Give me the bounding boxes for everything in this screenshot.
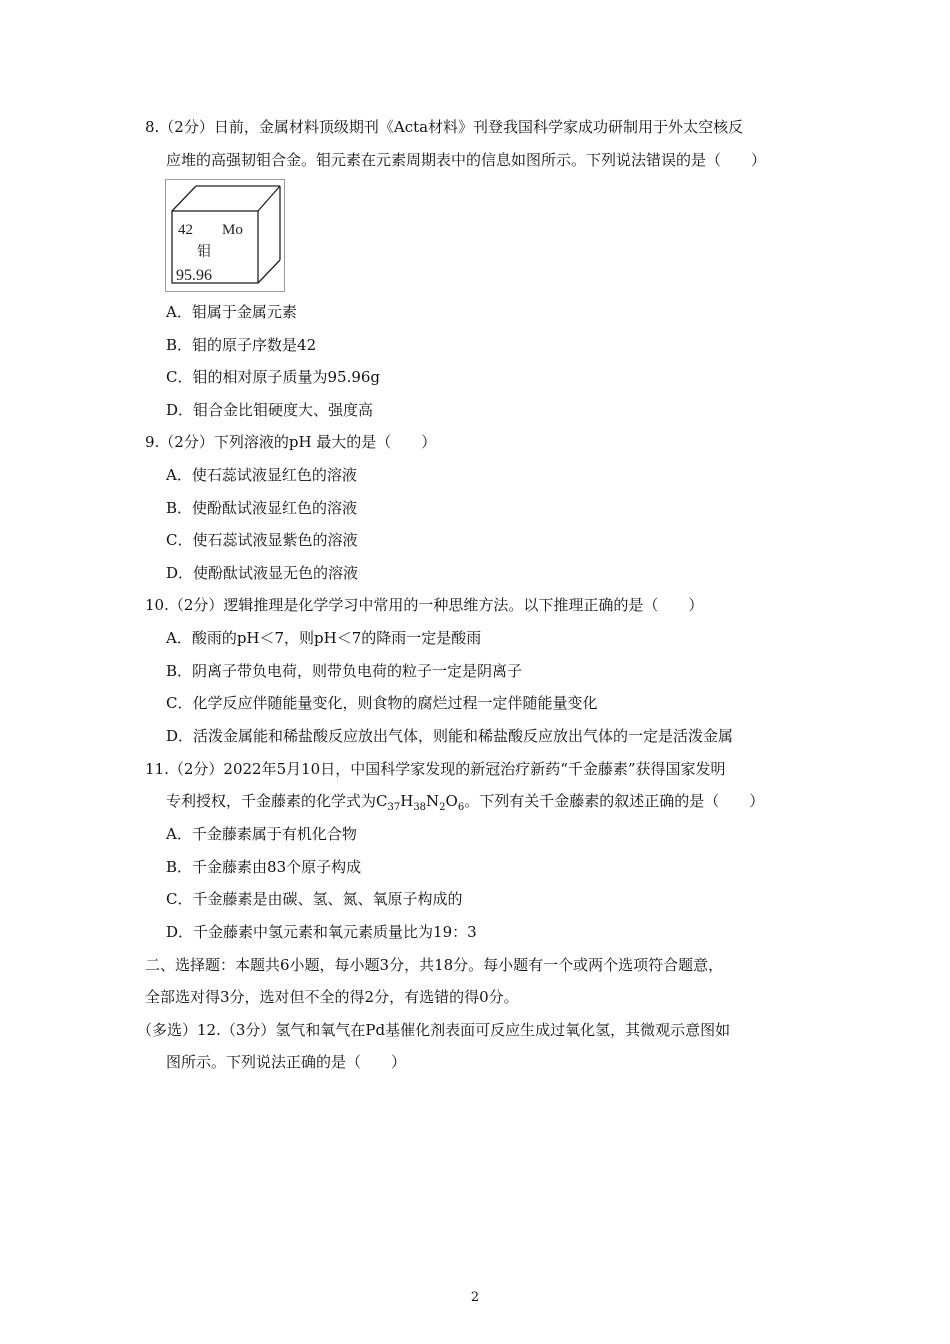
element-atomic-number: 42 <box>178 222 193 238</box>
page-number: 2 <box>470 1290 480 1305</box>
q10-option-c: C．化学反应伴随能量变化，则食物的腐烂过程一定伴随能量变化 <box>166 694 598 712</box>
q10-option-a: A．酸雨的pH＜7，则pH＜7的降雨一定是酸雨 <box>166 629 482 647</box>
q12-stem-line1: （多选）12.（3分）氢气和氧气在Pd基催化剂表面可反应生成过氧化氢，其微观示意图如 <box>137 1021 731 1039</box>
q11-stem-line2 <box>166 791 764 814</box>
formula-h: H <box>400 792 414 810</box>
element-cube-figure <box>166 180 284 291</box>
q8-option-c: C．钼的相对原子质量为95.96g <box>166 368 381 386</box>
formula-sub-h: 38 <box>413 802 427 813</box>
q9-option-c: C．使石蕊试液显紫色的溶液 <box>166 531 358 549</box>
formula-o: O <box>445 792 458 810</box>
element-symbol: Mo <box>222 222 243 238</box>
q9-option-a: A．使石蕊试液显红色的溶液 <box>166 466 357 484</box>
element-atomic-mass: 95.96 <box>176 267 212 284</box>
q8-option-d: D．钼合金比钼硬度大、强度高 <box>166 401 374 419</box>
q9-stem: 9.（2分）下列溶液的pH 最大的是（ ） <box>145 433 437 451</box>
q10-option-b: B．阴离子带负电荷，则带负电荷的粒子一定是阴离子 <box>166 662 523 680</box>
section-2-heading-line2: 全部选对得3分，选对但不全的得2分，有选错的得0分。 <box>145 988 519 1006</box>
q8-stem-line1: 8.（2分）日前，金属材料顶级期刊《Acta材料》刊登我国科学家成功研制用于外太空核反 <box>145 118 744 136</box>
formula-sub-c: 37 <box>387 802 401 813</box>
q9-option-d: D．使酚酞试液显无色的溶液 <box>166 564 359 582</box>
q11-text-pre: 专利授权，千金藤素的化学式为C <box>166 792 388 810</box>
q11-option-d: D．千金藤素中氢元素和氧元素质量比为19：3 <box>166 923 477 941</box>
q10-stem: 10.（2分）逻辑推理是化学学习中常用的一种思维方法。以下推理正确的是（ ） <box>145 596 704 614</box>
q8-option-b: B．钼的原子序数是42 <box>166 336 317 354</box>
section-2-heading-line1: 二、选择题：本题共6小题，每小题3分，共18分。每小题有一个或两个选项符合题意， <box>145 956 724 974</box>
q9-option-b: B．使酚酞试液显红色的溶液 <box>166 499 358 517</box>
q11-option-a: A．千金藤素属于有机化合物 <box>166 825 357 843</box>
formula-sub-n: 2 <box>439 802 446 813</box>
q12-stem-line2: 图所示。下列说法正确的是（ ） <box>166 1053 407 1071</box>
q11-option-c: C．千金藤素是由碳、氢、氮、氧原子构成的 <box>166 890 463 908</box>
q11-stem-line1: 11.（2分）2022年5月10日，中国科学家发现的新冠治疗新药“千金藤素”获得国家发明 <box>145 760 726 778</box>
q11-text-post: 。下列有关千金藤素的叙述正确的是（ ） <box>464 792 765 810</box>
q11-option-b: B．千金藤素由83个原子构成 <box>166 858 362 876</box>
element-name: 钼 <box>197 244 211 260</box>
q10-option-d: D．活泼金属能和稀盐酸反应放出气体，则能和稀盐酸反应放出气体的一定是活泼金属 <box>166 727 734 745</box>
q8-stem-line2: 应堆的高强韧钼合金。钼元素在元素周期表中的信息如图所示。下列说法错误的是（ ） <box>166 151 767 169</box>
formula-sub-o: 6 <box>457 802 465 813</box>
element-card-molybdenum <box>165 179 285 292</box>
q8-option-a: A．钼属于金属元素 <box>166 303 297 321</box>
formula-n: N <box>426 792 440 810</box>
